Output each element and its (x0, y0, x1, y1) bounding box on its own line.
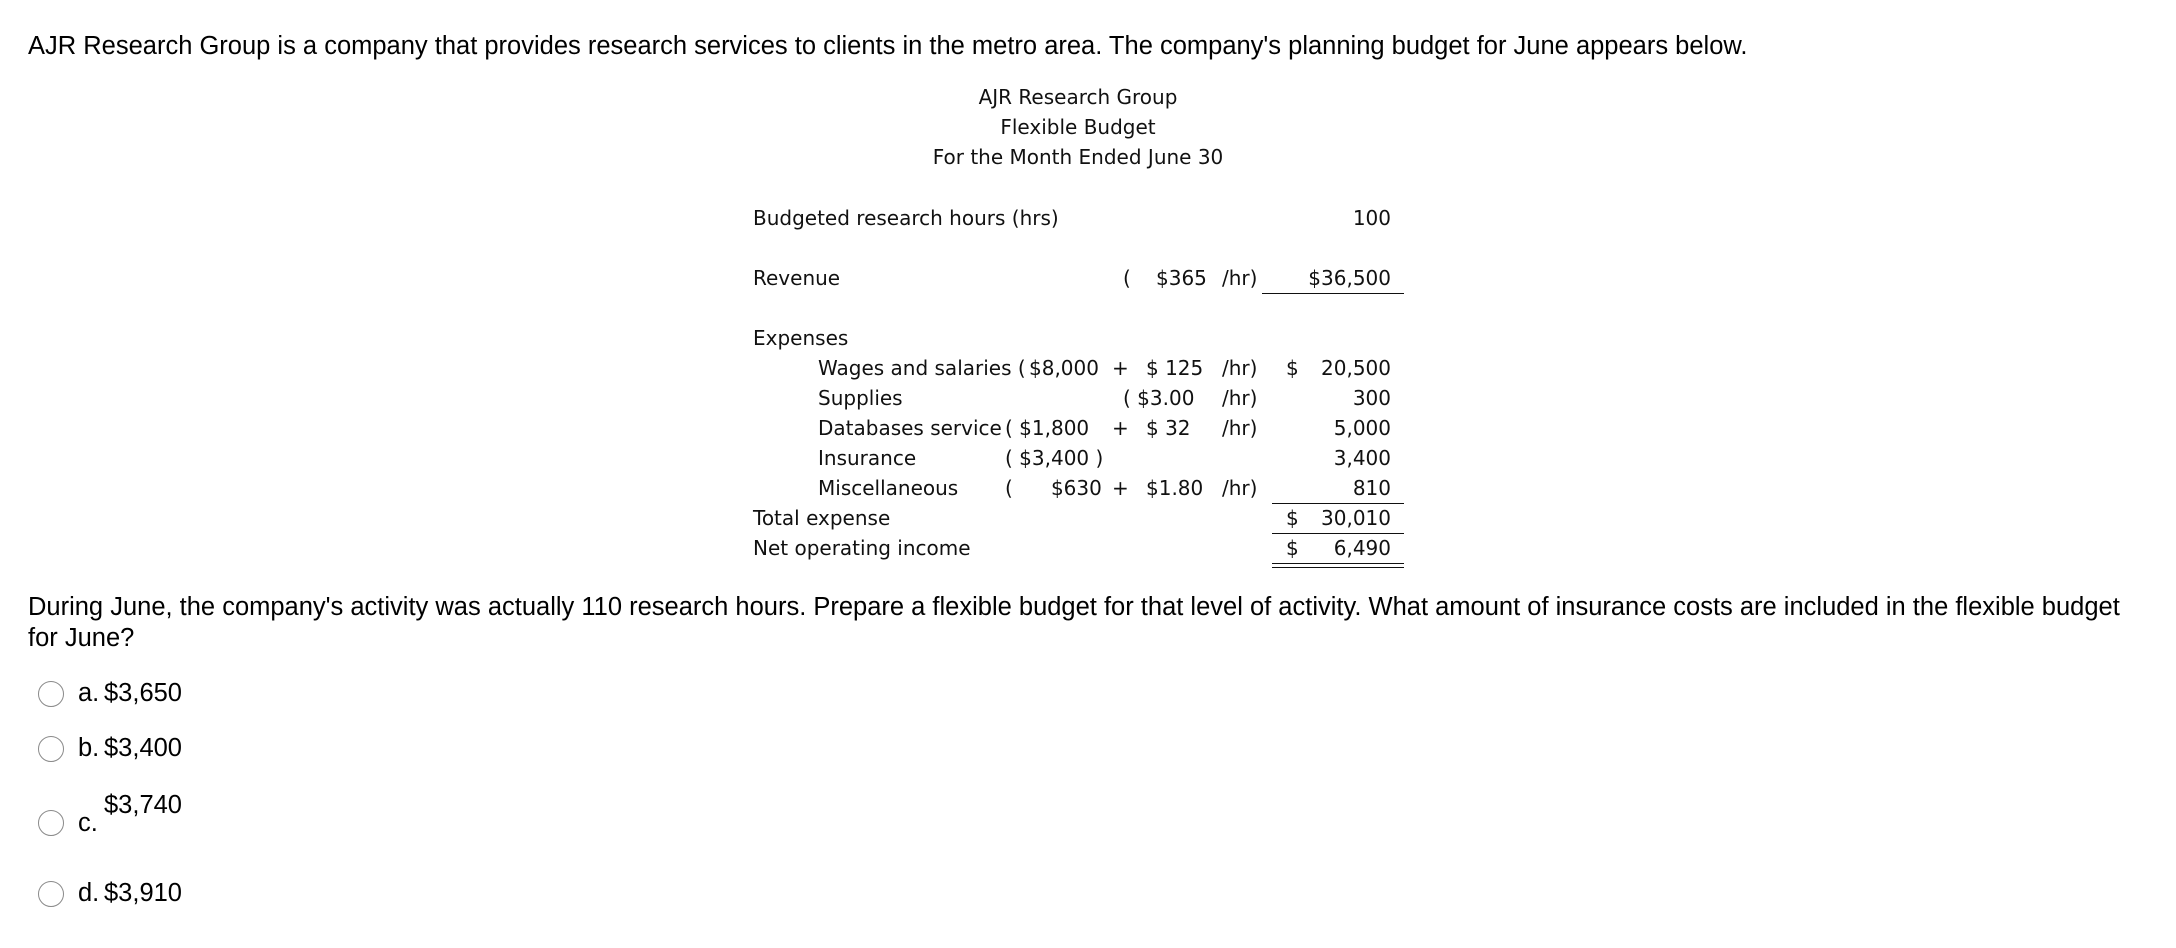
total-expense-amount: 30,010 (1321, 506, 1391, 530)
net-income-label: Net operating income (753, 536, 971, 560)
expense-unit: /hr) (1222, 416, 1258, 440)
expenses-label: Expenses (753, 326, 849, 350)
option-letter: c. (78, 809, 98, 837)
net-income-currency: $ (1286, 536, 1299, 560)
question-text: During June, the company's activity was actually 110 research hours. Prepare a flexible budget for that level of activity. What amount of insurance costs are included in the flexible budget for June? (28, 593, 2120, 652)
net-income-amount: 6,490 (1333, 536, 1391, 560)
expense-rate: ( $3.00 (1123, 386, 1195, 410)
expense-label: Insurance (818, 446, 917, 470)
option-value: $3,650 (104, 679, 182, 707)
budget-title: Flexible Budget (1000, 115, 1156, 139)
expense-amount: 300 (1352, 386, 1391, 410)
hours-label: Budgeted research hours (hrs) (753, 206, 1059, 230)
expense-fixed: ( $630 (1005, 476, 1102, 500)
net-income-double-underline-bottom (1272, 567, 1404, 568)
option-letter: b. (78, 734, 100, 762)
expense-plus: + (1112, 356, 1129, 380)
hours-value: 100 (1352, 206, 1391, 230)
revenue-paren: ( (1123, 266, 1131, 290)
expense-currency: $ (1286, 356, 1299, 380)
expense-label: Miscellaneous (818, 476, 959, 500)
expense-label: Wages and salaries ( (818, 356, 1026, 380)
expense-label: Databases service (818, 416, 1002, 440)
expense-fixed: $8,000 (1029, 356, 1099, 380)
radio-button[interactable] (38, 881, 64, 907)
option-value: $3,910 (104, 879, 182, 907)
expense-rate: $ 32 (1146, 416, 1191, 440)
expense-fixed: ( $3,400 ) (1005, 446, 1104, 470)
radio-button[interactable] (38, 810, 64, 836)
expense-unit: /hr) (1222, 386, 1258, 410)
option-letter: d. (78, 879, 100, 907)
revenue-label: Revenue (753, 266, 841, 290)
revenue-unit: /hr) (1222, 266, 1258, 290)
expense-plus: + (1112, 416, 1129, 440)
expense-amount: 20,500 (1321, 356, 1391, 380)
budget-period: For the Month Ended June 30 (932, 145, 1224, 169)
expense-amount: 810 (1352, 476, 1391, 500)
expense-unit: /hr) (1222, 476, 1258, 500)
option-value: $3,740 (104, 791, 182, 819)
option-letter: a. (78, 679, 100, 707)
total-expense-label: Total expense (753, 506, 891, 530)
revenue-rate: $365 (1156, 266, 1207, 290)
option-value: $3,400 (104, 734, 182, 762)
budget-company-name: AJR Research Group (978, 85, 1178, 109)
radio-button[interactable] (38, 681, 64, 707)
expense-amount: 5,000 (1333, 416, 1391, 440)
expense-rate: $ 125 (1146, 356, 1204, 380)
expense-label: Supplies (818, 386, 903, 410)
net-income-double-underline-top (1272, 563, 1404, 564)
revenue-underline (1262, 293, 1404, 294)
expense-fixed: ( $1,800 (1005, 416, 1090, 440)
expense-unit: /hr) (1222, 356, 1258, 380)
expenses-underline (1272, 503, 1404, 504)
expense-plus: + (1112, 476, 1129, 500)
total-expense-currency: $ (1286, 506, 1299, 530)
expense-rate: $1.80 (1146, 476, 1204, 500)
revenue-amount: $36,500 (1308, 266, 1391, 290)
total-expense-underline (1272, 533, 1404, 534)
intro-text: AJR Research Group is a company that provides research services to clients in the metro area. The company's planning budget for June appears below. (28, 32, 1748, 60)
expense-amount: 3,400 (1333, 446, 1391, 470)
radio-button[interactable] (38, 736, 64, 762)
